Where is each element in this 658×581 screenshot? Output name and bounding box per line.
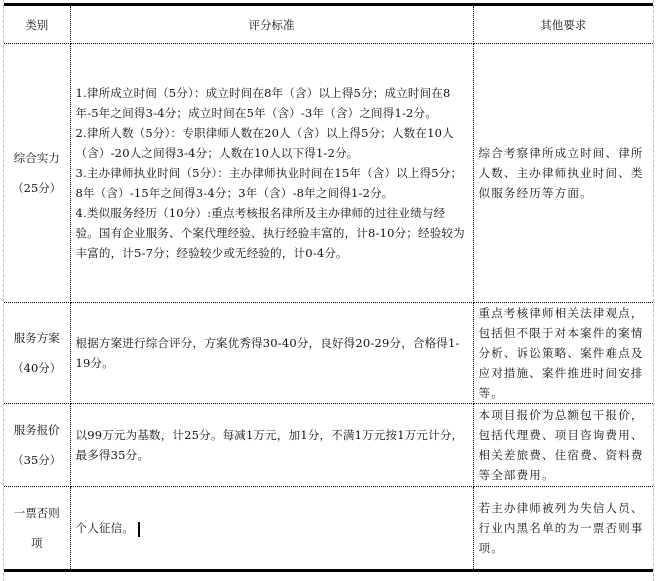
category-score: （25分） [12,181,62,195]
criteria-item: 3.主办律师执业时间（5分）：主办律师执业时间在15年（含）以上得5分；8年（含）-15年之间得3-4分；3年（含）-8年之间得1-2分。 [75,166,463,200]
category-cell[interactable] [4,404,70,487]
criteria-cell[interactable] [70,404,473,487]
category-name: 一票否则项 [13,506,60,550]
criteria-item: 4.类似服务经历（10分）:重点考核报名律所及主办律师的过往业绩与经验。国有企业服务、个案代理经验、执行经验丰富的，计8-10分；经验较为丰富的，计5-7分；经验较少或无经验的，计0-4分。 [75,206,465,260]
category-score: （40分） [12,361,62,375]
criteria-item: 个人征信。 [75,521,134,535]
category-cell[interactable] [4,44,70,303]
criteria-item: 根据方案进行综合评分，方案优秀得30-40分，良好得20-29分，合格得1-19分。 [75,336,460,370]
header-criteria[interactable]: 评分标准 [70,5,473,44]
table-row-veto-item [4,487,653,571]
header-other-requirements[interactable]: 其他要求 [473,5,653,44]
category-name: 综合实力 [13,151,60,165]
table-row-service-plan [4,303,653,404]
table-header-row [4,5,653,44]
scoring-table [4,3,653,572]
category-name: 服务方案 [13,331,60,345]
criteria-cell[interactable] [70,44,473,303]
header-category[interactable]: 类别 [4,5,70,44]
table-row-service-quote [4,404,653,487]
criteria-item: 以99万元为基数，计25分。每减1万元，加1分，不满1万元按1万元计分，最多得35分。 [75,428,464,462]
other-requirements-cell[interactable]: 本项目报价为总额包干报价，包括代理费、项目咨询费用、相关差旅费、住宿费、资料费等全部费用。 [473,404,653,487]
table-row-overall-strength [4,44,653,303]
other-requirements-cell[interactable]: 重点考核律师相关法律观点，包括但不限于对本案件的案情分析、诉讼策略、案件难点及应对措施、案件推进时间安排等。 [473,303,653,404]
criteria-cell[interactable] [70,487,473,571]
category-cell[interactable] [4,303,70,404]
other-requirements-cell[interactable]: 综合考察律所成立时间、律所人数、主办律师执业时间、类似服务经历等方面。 [473,44,653,303]
category-score: （35分） [12,453,62,467]
category-cell[interactable] [4,487,70,571]
criteria-item: 2.律所人数（5分）：专职律师人数在20人（含）以上得5分；人数在10人（含）-20人之间得3-4分；人数在10人以下得1-2分。 [75,126,454,160]
criteria-cell[interactable] [70,303,473,404]
criteria-item: 1.律所成立时间（5分）：成立时间在8年（含）以上得5分；成立时间在8年-5年之间得3-4分；成立时间在5年（含）-3年（含）之间得1-2分。 [75,86,451,120]
other-requirements-cell[interactable]: 若主办律师被列为失信人员、行业内黑名单的为一票否则事项。 [473,487,653,571]
category-name: 服务报价 [13,423,60,437]
page-margin-right-guide [653,0,654,581]
text-cursor [138,522,140,537]
